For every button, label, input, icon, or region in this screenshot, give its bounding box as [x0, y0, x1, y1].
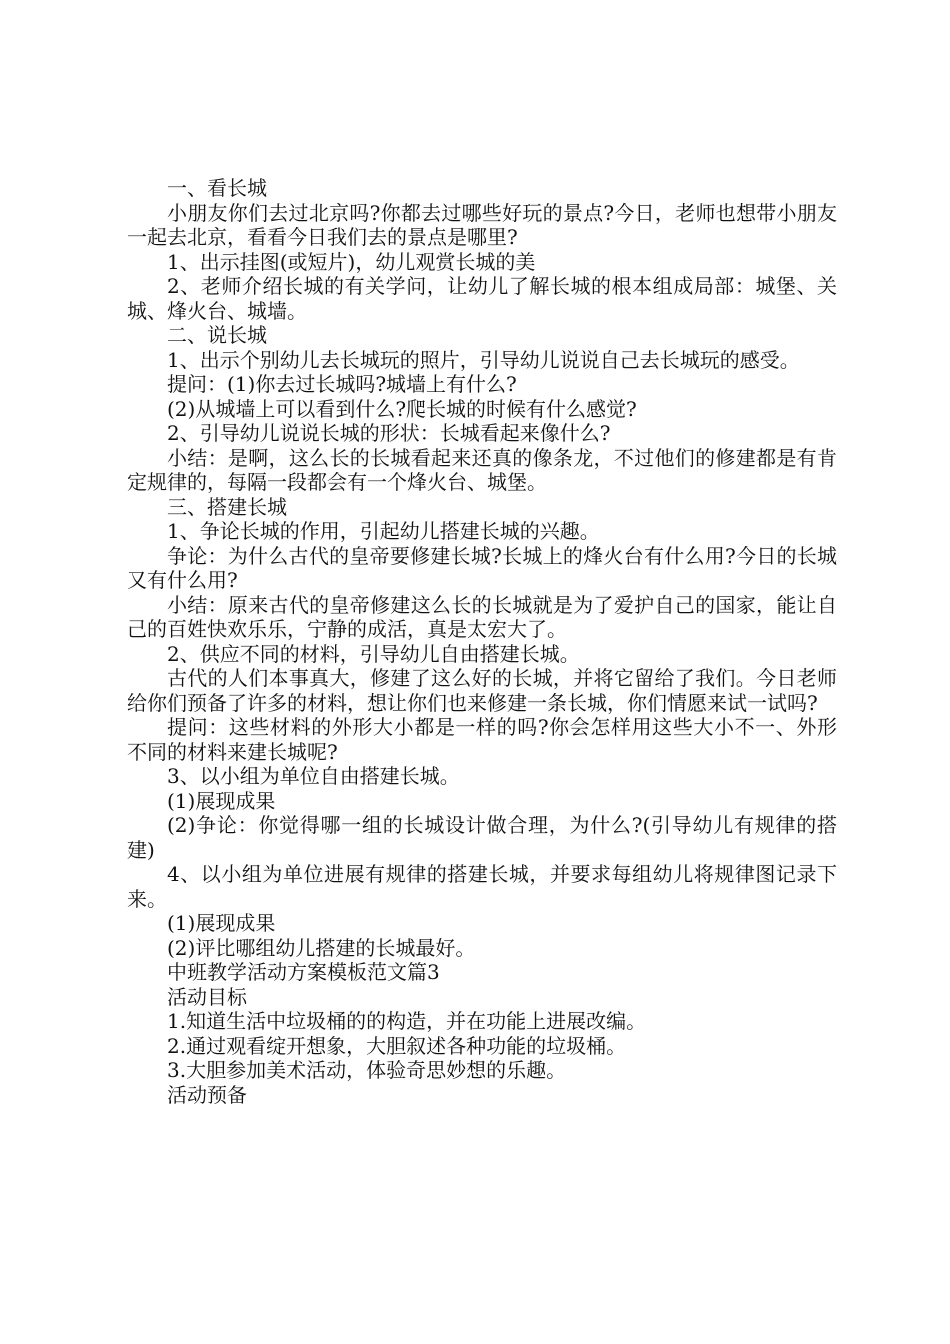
section-heading-talk-great-wall: 二、说长城: [167, 323, 267, 347]
goal-item: 2.通过观看绽开想象，大胆叙述各种功能的垃圾桶。: [167, 1033, 627, 1058]
list-item: (2)争论：你觉得哪一组的长城设计做合理，为什么?(引导幼儿有规律的搭建): [127, 813, 837, 862]
body-paragraph: 古代的人们本事真大，修建了这么好的长城，并将它留给了我们。今日老师给你们预备了许多的材料，想让你们也来修建一条长城，你们情愿来试一试吗?: [127, 666, 837, 715]
document-body: [127, 176, 837, 1107]
discussion-paragraph: 争论：为什么古代的皇帝要修建长城?长城上的烽火台有什么用?今日的长城又有什么用?: [127, 543, 837, 592]
section-heading-build-great-wall: 三、搭建长城: [167, 494, 287, 519]
step-paragraph: 1、出示个别幼儿去长城玩的照片，引导幼儿说说自己去长城玩的感受。: [167, 347, 800, 372]
step-paragraph: 4、以小组为单位进展有规律的搭建长城，并要求每组幼儿将规律图记录下来。: [127, 862, 837, 911]
summary-paragraph: 小结：原来古代的皇帝修建这么长的长城就是为了爱护自己的国家，能让自己的百姓快欢乐乐，宁静的成活，真是太宏大了。: [127, 592, 837, 641]
step-paragraph: 1、出示挂图(或短片)，幼儿观赏长城的美: [167, 249, 536, 274]
step-paragraph: 3、以小组为单位自由搭建长城。: [167, 764, 460, 788]
summary-paragraph: 小结：是啊，这么长的长城看起来还真的像条龙，不过他们的修建都是有肯定规律的，每隔一段都会有一个烽火台、城堡。: [127, 445, 837, 494]
list-item: (1)展现成果: [167, 788, 276, 813]
section-heading-activity-goals: 活动目标: [167, 984, 247, 1009]
question-paragraph: (2)从城墙上可以看到什么?爬长城的时候有什么感觉?: [167, 396, 637, 421]
step-paragraph: 1、争论长城的作用，引起幼儿搭建长城的兴趣。: [167, 519, 600, 543]
list-item: (1)展现成果: [167, 911, 276, 935]
question-paragraph: 提问：(1)你去过长城吗?城墙上有什么?: [167, 372, 517, 396]
goal-item: 1.知道生活中垃圾桶的的构造，并在功能上进展改编。: [167, 1009, 647, 1033]
question-paragraph: 提问：这些材料的外形大小都是一样的吗?你会怎样用这些大小不一、外形不同的材料来建长城呢?: [127, 715, 837, 764]
step-paragraph: 2、老师介绍长城的有关学问，让幼儿了解长城的根本组成局部：城堡、关城、烽火台、城墙。: [127, 274, 837, 323]
article-title: 中班教学活动方案模板范文篇3: [167, 960, 440, 984]
list-item: (2)评比哪组幼儿搭建的长城最好。: [167, 935, 476, 960]
intro-paragraph: 小朋友你们去过北京吗?你都去过哪些好玩的景点?今日，老师也想带小朋友一起去北京，看看今日我们去的景点是哪里?: [127, 200, 837, 249]
section-heading-activity-preparation: 活动预备: [167, 1082, 247, 1107]
step-paragraph: 2、引导幼儿说说长城的形状：长城看起来像什么?: [167, 421, 611, 445]
goal-item: 3.大胆参加美术活动，体验奇思妙想的乐趣。: [167, 1058, 567, 1082]
step-paragraph: 2、供应不同的材料，引导幼儿自由搭建长城。: [167, 641, 580, 666]
section-heading-look-great-wall: 一、看长城: [167, 176, 267, 200]
